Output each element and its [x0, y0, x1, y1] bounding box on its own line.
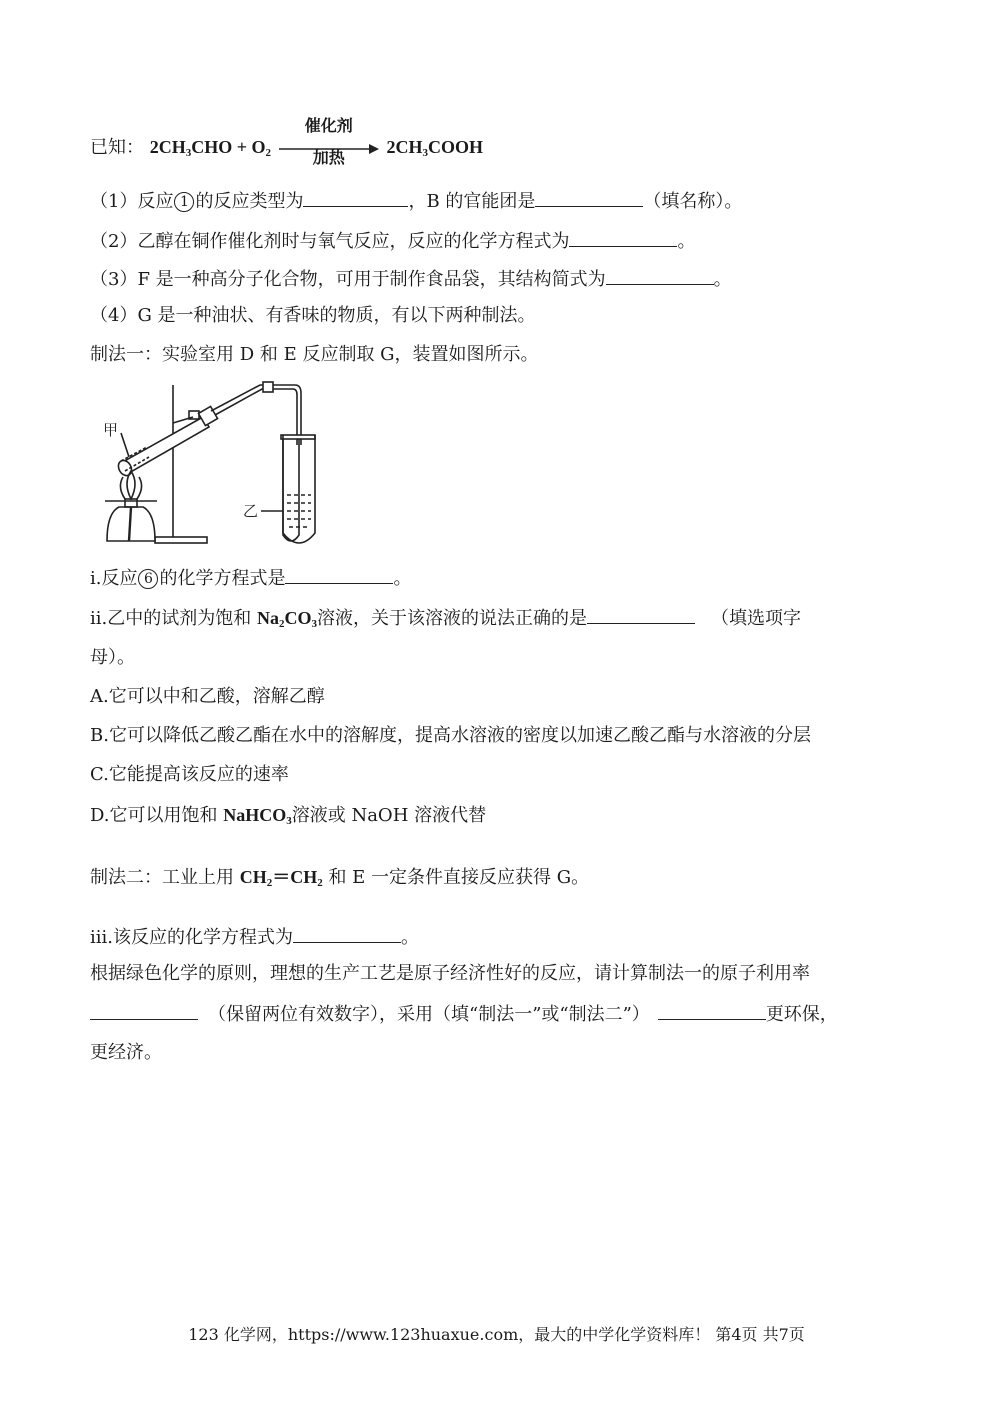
- method2-text-b: 和 E 一定条件直接反应获得 G。: [322, 867, 590, 888]
- answer-blank[interactable]: [569, 228, 677, 247]
- known-label: 已知：: [90, 137, 144, 158]
- circled-number: 1: [174, 192, 194, 212]
- answer-blank[interactable]: [606, 266, 714, 285]
- page-footer: 123 化学网，https://www.123huaxue.com，最大的中学化学资料库！ 第4页 共7页: [188, 1325, 805, 1344]
- qii-text-a: ii.乙中的试剂为饱和: [90, 608, 257, 629]
- question-ii: [90, 605, 801, 636]
- question-3: [90, 266, 732, 292]
- option-c: C.它能提高该反应的速率: [90, 764, 289, 785]
- green-line-2: [90, 1001, 838, 1027]
- answer-blank[interactable]: [293, 924, 401, 943]
- q3-text-a: （3）F 是一种高分子化合物，可用于制作食品袋，其结构简式为: [90, 269, 606, 290]
- qii-text-b: 溶液，关于该溶液的说法正确的是: [316, 608, 587, 629]
- option-b: B.它可以降低乙酸乙酯在水中的溶解度，提高水溶液的密度以加速乙酸乙酯与水溶液的分层: [90, 725, 811, 746]
- question-ii-cont: 母）。: [90, 647, 135, 668]
- answer-blank[interactable]: [658, 1001, 766, 1020]
- option-d: [90, 803, 486, 833]
- answer-blank[interactable]: [90, 1001, 198, 1020]
- green-line-3: 更经济。: [90, 1042, 162, 1063]
- q1-text-c: ，B 的官能团是: [408, 191, 536, 212]
- answer-blank[interactable]: [303, 188, 408, 207]
- answer-blank[interactable]: [587, 605, 695, 624]
- q2-text-b: 。: [677, 231, 696, 252]
- qiii-text-b: 。: [401, 927, 419, 948]
- answer-blank[interactable]: [535, 188, 643, 207]
- apparatus-figure: [95, 375, 325, 555]
- known-lhs: $2CH_3CHO + O_2$: [149, 137, 271, 159]
- method-1-text: 制法一：实验室用 D 和 E 反应制取 G，装置如图所示。: [90, 344, 539, 365]
- q1-text-d: （填名称）。: [643, 191, 743, 212]
- green-line-1: 根据绿色化学的原则，理想的生产工艺是原子经济性好的反应，请计算制法一的原子利用率: [90, 963, 810, 984]
- method-2-text: [90, 865, 589, 895]
- q2-text-a: （2）乙醇在铜作催化剂时与氧气反应，反应的化学方程式为: [90, 231, 570, 252]
- qiii-text-a: iii.该反应的化学方程式为: [90, 927, 293, 948]
- q3-text-b: 。: [713, 269, 732, 290]
- qi-text-a: i.反应: [90, 568, 138, 589]
- question-iii: [90, 924, 419, 950]
- question-1: [90, 188, 742, 214]
- green-text-2b: 更环保，: [765, 1004, 838, 1025]
- formula-nahco3: NaHCO$_3$: [223, 805, 292, 827]
- label-jia: 甲: [103, 421, 119, 439]
- known-equation: [90, 116, 483, 167]
- formula-ethylene: $CH_2=CH_2$: [239, 867, 323, 889]
- option-d-text-a: D.它可以用饱和: [90, 805, 224, 826]
- qi-text-b: 的化学方程式是: [159, 568, 286, 589]
- qii-text-c: （填选项字: [710, 608, 801, 629]
- qi-text-c: 。: [393, 568, 412, 589]
- label-yi: 乙: [243, 502, 259, 520]
- known-rhs: $2CH_3COOH$: [386, 137, 483, 159]
- green-text-2: （保留两位有效数字），采用（填“制法一”或“制法二”）: [208, 1004, 650, 1025]
- q1-text-b: 的反应类型为: [195, 191, 304, 212]
- reaction-arrow: [279, 116, 379, 167]
- answer-blank[interactable]: [285, 565, 393, 584]
- method2-text-a: 制法二：工业上用: [90, 867, 240, 888]
- question-i: [90, 565, 411, 591]
- question-4: （4）G 是一种油状、有香味的物质，有以下两种制法。: [90, 305, 536, 326]
- arrow-condition-bottom: 加热: [312, 148, 345, 167]
- formula-na2co3: $Na_2CO_3$: [256, 608, 317, 630]
- circled-number: 6: [138, 569, 158, 589]
- q1-text-a: （1）反应: [90, 191, 174, 212]
- arrow-condition-top: 催化剂: [304, 116, 353, 135]
- question-2: [90, 228, 695, 254]
- option-d-text-b: 溶液或 NaOH 溶液代替: [291, 805, 487, 826]
- option-a: A.它可以中和乙酸，溶解乙醇: [90, 686, 325, 707]
